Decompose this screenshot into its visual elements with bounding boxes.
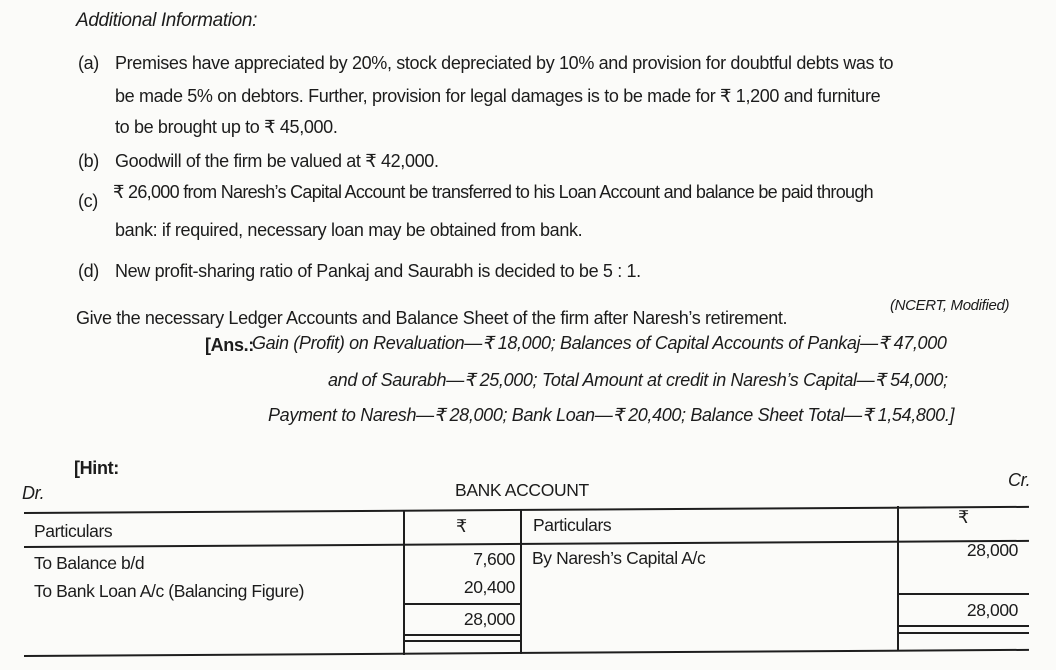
credit-total-rule [897, 593, 1029, 595]
debit-amount: 7,600 [473, 549, 515, 569]
credit-particulars: By Naresh’s Capital A/c [532, 548, 706, 568]
item-label: (c) [78, 191, 98, 211]
credit-amount: 28,000 [966, 540, 1018, 560]
item-line: ₹ 26,000 from Naresh’s Capital Account be transferred to his Loan Account and balance be paid through [113, 182, 873, 202]
header-amount-right: ₹ [958, 507, 969, 527]
col-divider [897, 506, 899, 650]
answer-line: Payment to Naresh—₹ 28,000; Bank Loan—₹ 20,400; Balance Sheet Total—₹ 1,54,800.] [268, 405, 955, 425]
credit-double-rule [897, 632, 1029, 634]
debit-double-rule [403, 640, 521, 642]
header-particulars-left: Particulars [34, 521, 113, 541]
header-amount-left: ₹ [456, 516, 467, 536]
header-bottom-rule [24, 540, 1029, 548]
debit-amount: 20,400 [463, 577, 515, 597]
additional-info-heading: Additional Information: [76, 10, 258, 31]
debit-particulars: To Balance b/d [34, 553, 145, 573]
cr-label: Cr. [1008, 470, 1031, 490]
debit-total: 28,000 [463, 609, 515, 629]
table-top-rule [24, 506, 1029, 514]
dr-label: Dr. [22, 483, 45, 503]
debit-total-rule [403, 603, 521, 605]
header-particulars-right: Particulars [533, 515, 612, 535]
item-label: (b) [78, 151, 99, 171]
answer-line: Gain (Profit) on Revaluation—₹ 18,000; Balances of Capital Accounts of Pankaj—₹ 47,000 [252, 333, 947, 353]
item-label: (a) [78, 53, 99, 73]
item-line: Goodwill of the firm be valued at ₹ 42,000. [115, 151, 439, 171]
instruction: Give the necessary Ledger Accounts and Balance Sheet of the firm after Naresh’s retirement. [76, 308, 788, 328]
table-bottom-rule [24, 649, 1029, 657]
item-line: New profit-sharing ratio of Pankaj and Saurabh is decided to be 5 : 1. [115, 261, 641, 281]
credit-double-rule [897, 625, 1029, 627]
item-label: (d) [78, 261, 99, 281]
answer-line: and of Saurabh—₹ 25,000; Total Amount at credit in Naresh’s Capital—₹ 54,000; [328, 370, 948, 390]
item-line: be made 5% on debtors. Further, provision for legal damages is to be made for ₹ 1,200 and furniture [115, 86, 881, 106]
hint-label: [Hint: [74, 458, 119, 478]
ledger-title: BANK ACCOUNT [455, 480, 589, 500]
credit-total: 28,000 [966, 600, 1018, 620]
source-note: (NCERT, Modified) [890, 297, 1010, 314]
item-line: Premises have appreciated by 20%, stock depreciated by 10% and provision for doubtful debts was to [115, 53, 894, 73]
debit-double-rule [403, 634, 521, 636]
answer-prefix: [Ans.: [205, 335, 254, 355]
item-line: bank: if required, necessary loan may be obtained from bank. [115, 220, 583, 240]
col-divider [520, 510, 522, 654]
debit-particulars: To Bank Loan A/c (Balancing Figure) [34, 581, 305, 601]
item-line: to be brought up to ₹ 45,000. [115, 117, 338, 137]
